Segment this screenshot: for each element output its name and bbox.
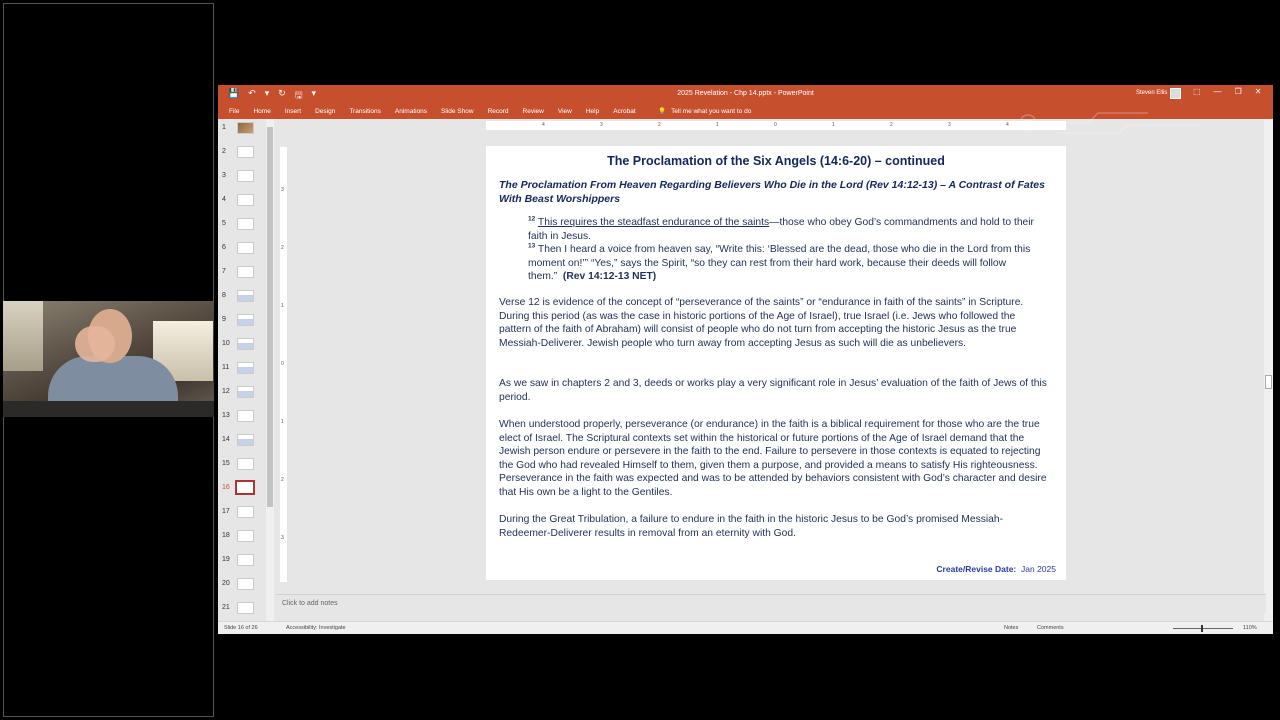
paragraph-2[interactable]: As we saw in chapters 2 and 3, deeds or works play a very significant role in Jesus’ evaluation of the faith of Jews of this period.: [499, 378, 1047, 403]
tab-view[interactable]: View: [557, 108, 572, 115]
tab-review[interactable]: Review: [522, 108, 544, 115]
thumbnail-image[interactable]: [237, 578, 254, 590]
ruler-tick: 0: [281, 361, 284, 367]
thumbnail-image[interactable]: [237, 506, 254, 518]
revise-date-footer[interactable]: [936, 563, 1056, 577]
thumbnail-image[interactable]: [237, 434, 254, 446]
scripture-quote[interactable]: [528, 216, 1038, 284]
thumbnail-slide-16[interactable]: [218, 479, 266, 499]
verse-13-text: Then I heard a voice from heaven say, “Write this: ‘Blessed are the dead, those who die in the Lord from this moment on!’” “Yes,” says the Spirit, “so they can rest from their hard work, because their deeds will follow them.”: [528, 244, 1031, 282]
notes-toggle[interactable]: Notes: [1004, 625, 1019, 631]
ruler-tick: 4: [542, 122, 545, 128]
avatar[interactable]: [1170, 88, 1181, 99]
verse-number: 12: [528, 215, 536, 223]
paragraph-3[interactable]: When understood properly, perseverance (or endurance) in the faith is a biblical requirement for those who are the true elect of Israel. The Scriptural contexts set within the historical or future portions of the Age of Israel demand that the Jewish person endure or persevere in the faith to the end. Failure to persevere in those contexts is equated to rejecting the God who had revealed Himself to them, given them a purpose, and provided a means to satisfy His righteousness. Perseverance in the faith was expected and was to be attended by behaviors consistent with God’s character and desire that His own be a light to the Gentiles.: [499, 419, 1047, 498]
tab-transitions[interactable]: Transitions: [349, 108, 381, 115]
thumbnail-number: 19: [222, 556, 230, 563]
ruler-tick: 0: [774, 122, 777, 128]
paragraph-1[interactable]: Verse 12 is evidence of the concept of “perseverance of the saints” or “endurance in faith of the saints” in Scripture. During this period (as was the case in historic portions of the Age of Israel), true Israel (i.e. Jews who followed the pattern of the faith of Abraham) will consist of people who do not turn from accepting the historic Jesus as the true Messiah-Deliverer. Jewish people who turn away from accepting Jesus as such will die as unbelievers.: [499, 297, 1024, 349]
thumbnail-slide-9[interactable]: [218, 311, 266, 331]
thumbnail-slide-17[interactable]: [218, 503, 266, 523]
thumbnail-slide-19[interactable]: [218, 551, 266, 571]
thumbnail-slide-8[interactable]: [218, 287, 266, 307]
thumbnail-number: 7: [222, 268, 226, 275]
accessibility-status[interactable]: Accessibility: Investigate: [286, 625, 346, 631]
thumbnail-number: 11: [222, 364, 230, 371]
paragraph-4[interactable]: During the Great Tribulation, a failure to endure in the faith in the historic Jesus to be God’s promised Messiah-Redeemer-Deliverer results in removal from an eternity with God.: [499, 514, 1004, 539]
thumbnail-slide-1[interactable]: [218, 119, 266, 139]
undo-icon[interactable]: ↶: [248, 88, 256, 98]
thumbnail-number: 13: [222, 412, 230, 419]
thumbnail-image-selected[interactable]: [235, 480, 255, 495]
thumbnail-slide-7[interactable]: [218, 263, 266, 283]
thumbnail-number: 18: [222, 532, 230, 539]
zoom-level[interactable]: 110%: [1243, 625, 1257, 631]
slide-counter: Slide 16 of 26: [224, 625, 258, 631]
slide-canvas[interactable]: [486, 146, 1066, 580]
tab-animations[interactable]: Animations: [394, 108, 428, 115]
verse-13: [528, 243, 1038, 284]
thumbnail-image[interactable]: [237, 266, 254, 278]
ruler-tick: 3: [281, 535, 284, 541]
redo-icon[interactable]: ↻: [278, 88, 286, 98]
horizontal-ruler: [486, 121, 1066, 130]
thumbnail-slide-20[interactable]: [218, 575, 266, 595]
ruler-tick: 4: [1006, 122, 1009, 128]
window-controls: [1193, 87, 1261, 96]
thumbnail-slide-15[interactable]: [218, 455, 266, 475]
thumbnail-slide-21[interactable]: [218, 599, 266, 619]
slide-title[interactable]: The Proclamation of the Six Angels (14:6-20) – continued: [607, 154, 945, 168]
title-bar: [218, 85, 1273, 103]
powerpoint-window: [218, 85, 1273, 634]
minimize-button[interactable]: —: [1213, 87, 1222, 96]
thumbnail-image[interactable]: [237, 554, 254, 566]
lightbulb-icon: 💡: [658, 108, 667, 115]
tab-file[interactable]: File: [229, 108, 240, 115]
thumbnail-scroll-thumb[interactable]: [267, 127, 273, 507]
notes-pane[interactable]: [276, 594, 1266, 613]
customize-qat-icon[interactable]: ▾: [311, 88, 317, 98]
verse-number: 13: [528, 242, 536, 250]
thumbnail-image[interactable]: [237, 290, 254, 302]
thumbnail-number: 15: [222, 460, 230, 467]
thumbnail-image[interactable]: [237, 194, 254, 206]
webcam-hand: [75, 326, 115, 362]
webcam-background-window: [3, 301, 43, 371]
thumbnail-image[interactable]: [237, 602, 254, 614]
thumbnail-number: 12: [222, 388, 230, 395]
thumbnail-slide-10[interactable]: [218, 335, 266, 355]
thumbnail-slide-4[interactable]: [218, 191, 266, 211]
tab-record[interactable]: Record: [487, 108, 509, 115]
thumbnail-number: 10: [222, 340, 230, 347]
thumbnail-number: 14: [222, 436, 230, 443]
zoom-slider-handle[interactable]: [1201, 625, 1203, 632]
thumbnail-number: 16: [222, 484, 230, 491]
ruler-tick: 1: [832, 122, 835, 128]
circuit-decoration: [998, 103, 1258, 137]
comments-toggle[interactable]: Comments: [1037, 625, 1064, 631]
ruler-tick: 2: [281, 245, 284, 251]
zoom-slider[interactable]: [1173, 628, 1233, 629]
thumbnail-image[interactable]: [237, 338, 254, 350]
ribbon-tabs: [218, 103, 1273, 119]
ruler-tick: 3: [600, 122, 603, 128]
tell-me-label[interactable]: Tell me what you want to do: [671, 107, 752, 115]
close-button[interactable]: ✕: [1254, 87, 1262, 96]
thumbnail-image[interactable]: [237, 362, 254, 374]
ruler-tick: 1: [281, 303, 284, 309]
editor-scrollbar[interactable]: [1264, 119, 1273, 621]
ruler-tick: 1: [716, 122, 719, 128]
thumbnail-slide-12[interactable]: [218, 383, 266, 403]
thumbnail-slide-2[interactable]: [218, 143, 266, 163]
thumbnail-image[interactable]: [237, 458, 254, 470]
verse-12-rest: —those who obey God’s commandments and hold to their faith in Jesus.: [528, 217, 1034, 242]
tell-me-search[interactable]: [658, 107, 751, 115]
thumbnail-number: 4: [222, 196, 226, 203]
webcam-table: [3, 401, 214, 417]
window-title: 2025 Revelation - Chp 14.pptx - PowerPoint: [677, 90, 814, 97]
thumbnail-number: 3: [222, 172, 226, 179]
thumbnail-number: 6: [222, 244, 226, 251]
thumbnail-image[interactable]: [237, 314, 254, 326]
thumbnail-number: 2: [222, 148, 226, 155]
tab-home[interactable]: Home: [253, 108, 271, 115]
tab-slide-show[interactable]: Slide Show: [441, 108, 474, 115]
thumbnail-slide-13[interactable]: [218, 407, 266, 427]
thumbnail-image[interactable]: [237, 218, 254, 230]
ruler-tick: 3: [948, 122, 951, 128]
thumbnail-slide-11[interactable]: [218, 359, 266, 379]
thumbnail-image[interactable]: [237, 122, 254, 134]
undo-dropdown-icon[interactable]: ▾: [264, 88, 270, 98]
thumbnail-number: 21: [222, 604, 230, 611]
thumbnail-number: 1: [222, 124, 226, 131]
present-icon[interactable]: 🖫: [294, 90, 303, 100]
thumbnail-image[interactable]: [237, 530, 254, 542]
status-bar: [218, 621, 1273, 634]
thumbnail-slide-18[interactable]: [218, 527, 266, 547]
verse-reference: (Rev 14:12-13 NET): [562, 271, 657, 282]
thumbnail-slide-14[interactable]: [218, 431, 266, 451]
vertical-ruler: [280, 147, 287, 582]
ruler-tick: 2: [658, 122, 661, 128]
thumbnail-slide-6[interactable]: [218, 239, 266, 259]
ribbon-display-icon[interactable]: ⬚: [1193, 87, 1201, 96]
ruler-tick: 3: [281, 187, 284, 193]
footer-label: Create/Revise Date:: [936, 564, 1017, 574]
thumbnail-number: 8: [222, 292, 226, 299]
thumbnail-image[interactable]: [237, 242, 254, 254]
tab-insert[interactable]: Insert: [284, 108, 302, 115]
notes-placeholder[interactable]: Click to add notes: [282, 600, 338, 607]
webcam-feed: [3, 301, 214, 417]
tab-design[interactable]: Design: [315, 108, 336, 115]
ruler-tick: 2: [281, 477, 284, 483]
tab-help[interactable]: Help: [585, 108, 600, 115]
thumbnail-scrollbar[interactable]: [266, 119, 274, 621]
thumbnail-image[interactable]: [237, 170, 254, 182]
user-name[interactable]: Steven Ellis: [1136, 90, 1168, 96]
restore-button[interactable]: ❐: [1234, 87, 1242, 96]
thumbnail-image[interactable]: [237, 146, 254, 158]
thumbnail-number: 9: [222, 316, 226, 323]
thumbnail-slide-5[interactable]: [218, 215, 266, 235]
verse-12: [528, 216, 1038, 243]
thumbnail-image[interactable]: [237, 410, 254, 422]
verse-12-underlined: This requires the steadfast endurance of the saints: [537, 217, 770, 228]
thumbnail-image[interactable]: [237, 386, 254, 398]
editor-scroll-thumb[interactable]: [1265, 375, 1272, 389]
ruler-tick: 1: [281, 419, 284, 425]
thumbnail-number: 5: [222, 220, 226, 227]
slide-subtitle[interactable]: The Proclamation From Heaven Regarding Believers Who Die in the Lord (Rev 14:12-13) – A Contrast of Fates With Beast Worshippers: [499, 179, 1045, 205]
thumbnail-slide-3[interactable]: [218, 167, 266, 187]
thumbnail-number: 17: [222, 508, 230, 515]
ruler-tick: 2: [890, 122, 893, 128]
save-icon[interactable]: 💾: [228, 88, 240, 98]
thumbnail-number: 20: [222, 580, 230, 587]
footer-date: Jan 2025: [1021, 564, 1056, 574]
tab-acrobat[interactable]: Acrobat: [613, 108, 636, 115]
